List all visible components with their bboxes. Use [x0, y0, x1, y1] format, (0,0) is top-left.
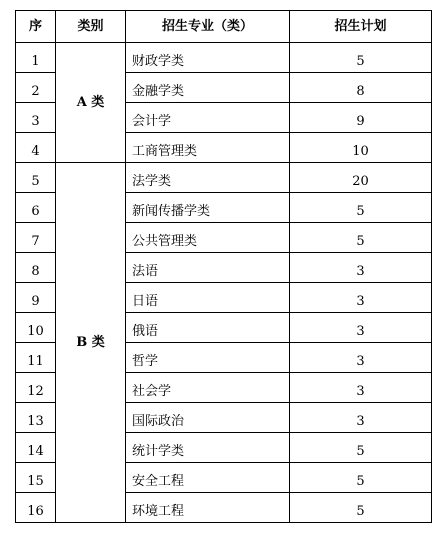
seq-cell — [16, 163, 56, 193]
seq-text: 7 — [31, 234, 40, 249]
seq-cell — [16, 463, 56, 493]
plan-cell — [290, 463, 432, 493]
seq-text: 8 — [31, 264, 40, 279]
plan-cell — [290, 403, 432, 433]
plan-cell — [290, 163, 432, 193]
plan-text: 3 — [356, 324, 365, 339]
plan-text: 3 — [356, 384, 365, 399]
seq-text: 5 — [31, 174, 40, 189]
plan-text: 8 — [356, 84, 365, 99]
plan-cell — [290, 253, 432, 283]
seq-text: 13 — [27, 414, 44, 429]
seq-cell — [16, 103, 56, 133]
seq-text: 12 — [27, 384, 44, 399]
major-text: 社会学 — [132, 384, 172, 399]
plan-text: 5 — [356, 204, 365, 219]
category-b-cell: B 类 — [56, 163, 126, 523]
major-text: 俄语 — [132, 324, 159, 339]
major-cell — [126, 73, 290, 103]
seq-text: 3 — [31, 114, 40, 129]
seq-text: 14 — [27, 444, 44, 459]
seq-cell — [16, 373, 56, 403]
major-cell — [126, 283, 290, 313]
plan-text: 3 — [356, 294, 365, 309]
major-text: 财政学类 — [132, 54, 185, 69]
plan-text: 5 — [356, 504, 365, 519]
major-cell — [126, 193, 290, 223]
seq-cell — [16, 43, 56, 73]
plan-text: 5 — [356, 54, 365, 69]
major-cell — [126, 343, 290, 373]
plan-cell — [290, 493, 432, 523]
seq-cell — [16, 253, 56, 283]
seq-cell — [16, 313, 56, 343]
major-cell — [126, 373, 290, 403]
seq-text: 1 — [31, 54, 40, 69]
seq-cell — [16, 283, 56, 313]
header-plan: 招生计划 — [290, 11, 432, 43]
seq-cell — [16, 193, 56, 223]
major-text: 工商管理类 — [132, 144, 198, 159]
seq-text: 9 — [31, 294, 40, 309]
major-text: 新闻传播学类 — [132, 204, 211, 219]
seq-cell — [16, 133, 56, 163]
plan-cell — [290, 343, 432, 373]
major-cell — [126, 463, 290, 493]
major-text: 公共管理类 — [132, 234, 198, 249]
plan-text: 3 — [356, 354, 365, 369]
major-cell — [126, 313, 290, 343]
plan-cell — [290, 283, 432, 313]
plan-cell — [290, 133, 432, 163]
plan-text: 5 — [356, 444, 365, 459]
header-row — [16, 11, 432, 43]
major-text: 环境工程 — [132, 504, 185, 519]
plan-text: 3 — [356, 414, 365, 429]
major-text: 法语 — [132, 264, 159, 279]
seq-text: 11 — [27, 354, 44, 369]
table-row — [16, 163, 432, 193]
header-seq: 序 — [16, 11, 56, 43]
seq-cell — [16, 73, 56, 103]
plan-cell — [290, 73, 432, 103]
plan-cell — [290, 433, 432, 463]
plan-cell — [290, 103, 432, 133]
header-major: 招生专业（类） — [126, 11, 290, 43]
plan-text: 5 — [356, 234, 365, 249]
plan-cell — [290, 193, 432, 223]
major-cell — [126, 103, 290, 133]
seq-text: 16 — [27, 504, 44, 519]
plan-text: 3 — [356, 264, 365, 279]
plan-text: 5 — [356, 474, 365, 489]
major-cell — [126, 223, 290, 253]
major-text: 哲学 — [132, 354, 159, 369]
seq-text: 6 — [31, 204, 40, 219]
plan-cell — [290, 43, 432, 73]
plan-cell — [290, 373, 432, 403]
plan-text: 20 — [352, 174, 369, 189]
major-cell — [126, 43, 290, 73]
major-cell — [126, 403, 290, 433]
major-text: 安全工程 — [132, 474, 185, 489]
seq-text: 10 — [27, 324, 44, 339]
major-cell — [126, 133, 290, 163]
table-header — [16, 11, 432, 43]
seq-cell — [16, 403, 56, 433]
major-text: 国际政治 — [132, 414, 185, 429]
plan-cell — [290, 223, 432, 253]
major-text: 日语 — [132, 294, 159, 309]
major-text: 会计学 — [132, 114, 172, 129]
major-cell — [126, 163, 290, 193]
major-cell — [126, 493, 290, 523]
seq-cell — [16, 493, 56, 523]
enrollment-plan-table — [15, 10, 432, 523]
major-text: 金融学类 — [132, 84, 185, 99]
major-text: 法学类 — [132, 174, 172, 189]
major-text: 统计学类 — [132, 444, 185, 459]
table-body — [16, 43, 432, 523]
seq-text: 4 — [31, 144, 40, 159]
category-a-cell: A 类 — [56, 43, 126, 163]
seq-cell — [16, 433, 56, 463]
plan-text: 9 — [356, 114, 365, 129]
plan-cell — [290, 313, 432, 343]
seq-text: 2 — [31, 84, 40, 99]
header-category: 类别 — [56, 11, 126, 43]
seq-cell — [16, 223, 56, 253]
plan-text: 10 — [352, 144, 369, 159]
seq-cell — [16, 343, 56, 373]
major-cell — [126, 253, 290, 283]
seq-text: 15 — [27, 474, 44, 489]
table-row — [16, 43, 432, 73]
major-cell — [126, 433, 290, 463]
